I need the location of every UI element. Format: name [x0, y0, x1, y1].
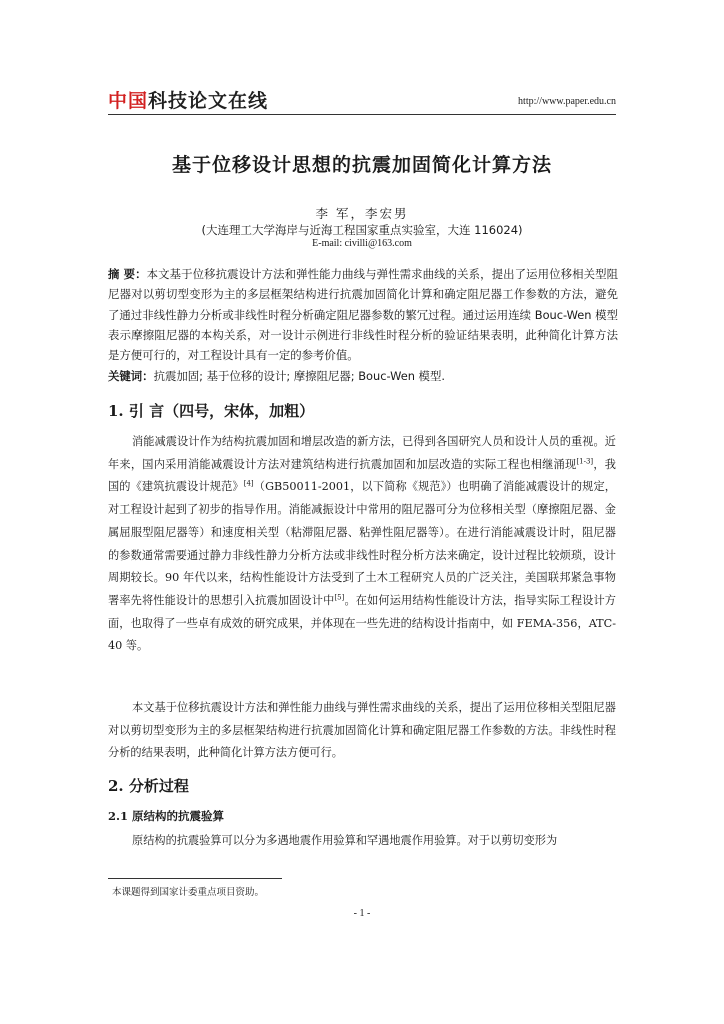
page-number: - 1 -: [353, 908, 371, 919]
abstract-label: 摘 要：: [108, 267, 147, 281]
abstract: [108, 264, 618, 365]
subsection-2-1-paragraph: 原结构的抗震验算可以分为多遇地震作用验算和罕遇地震作用验算。对于以剪切变形为: [132, 834, 558, 847]
section-1-paragraph-1: [108, 431, 616, 658]
footnote: 本课题得到国家计委重点项目资助。: [112, 887, 265, 898]
paragraph-text: 消能减震设计作为结构抗震加固和增层改造的新方法，已得到各国研究人员和设计人员的重视。近年来，国内采用消能减震设计方法对建筑结构进行抗震加固和加层改造的实际工程也相继涌现: [108, 435, 616, 471]
logo-text-red: 中国: [108, 90, 149, 112]
paragraph-text: ，我国的《建筑抗震设计规范》: [108, 457, 616, 494]
site-logo: [108, 86, 268, 113]
section-2-heading: 2. 分析过程: [108, 777, 189, 795]
page-header: [108, 84, 616, 112]
header-divider: [108, 114, 616, 115]
logo-text-dark: 科技论文在线: [148, 90, 269, 112]
keywords: [108, 366, 618, 386]
citation: [5]: [334, 593, 345, 602]
paper-title: 基于位移设计思想的抗震加固简化计算方法: [171, 154, 552, 176]
paragraph-text: （GB50011-2001，以下简称《规范》）也明确了消能减震设计的规定，对工程设计起到了初步的指导作用。消能减振设计中常用的阻尼器可分为位移相关型（摩擦阻尼器、金属屈服型阻尼器等）和速度相关型（粘滞阻尼器、粘弹性阻尼器等）。在进行消能减震设计时，阻尼器的参数通常需要通过静力非线性静力分析方法或非线性时程分析方法来确定，设计过程比较烦琐，设计周期较长。90 年代以来，结构性能设计方法受到了土木工程研究人员的广泛关注，美国联邦紧急事物署率先将性能设计的思想引入抗震加固设计中: [108, 480, 616, 607]
header-url: http://www.paper.edu.cn: [518, 96, 616, 107]
abstract-text: 本文基于位移抗震设计方法和弹性能力曲线与弹性需求曲线的关系，提出了运用位移相关型阻尼器对以剪切型变形为主的多层框架结构进行抗震加固简化计算和确定阻尼器工作参数的方法，避免了通过非线性静力分析或非线性时程分析确定阻尼器参数的繁冗过程。通过运用连续 Bouc-Wen 模型表示摩擦阻尼器的本构关系，对一设计示例进行非线性时程分析的验证结果表明，此种简化计算方法是方便可行的，对工程设计具有一定的参考价值。: [108, 267, 618, 363]
footnote-divider: [108, 878, 282, 879]
citation: [1-3]: [576, 456, 594, 465]
citation: [4]: [243, 479, 254, 488]
section-1-paragraph-2: 本文基于位移抗震设计方法和弹性能力曲线与弹性需求曲线的关系，提出了运用位移相关型阻尼器对以剪切型变形为主的多层框架结构进行抗震加固简化计算和确定阻尼器工作参数的方法。非线性时程分析的结果表明，此种简化计算方法方便可行。: [108, 701, 616, 760]
paper-affiliation: (大连理工大学海岸与近海工程国家重点实验室，大连 116024): [201, 223, 523, 237]
paper-authors: 李 军，李宏男: [315, 206, 409, 221]
keywords-label: 关键词：: [108, 369, 154, 383]
subsection-2-1-heading: 2.1 原结构的抗震验算: [108, 809, 225, 823]
paragraph-text: 。在如何运用结构性能设计方法，指导实际工程设计方面，也取得了一些卓有成效的研究成果，并体现在一些先进的结构设计指南中，如 FEMA-356，ATC-40 等。: [108, 593, 616, 653]
section-1-heading: 1. 引 言（四号，宋体，加粗）: [108, 402, 315, 420]
author-email: E-mail: civilli@163.com: [312, 238, 412, 249]
keywords-text: 抗震加固; 基于位移的设计; 摩擦阻尼器; Bouc-Wen 模型.: [153, 369, 445, 383]
